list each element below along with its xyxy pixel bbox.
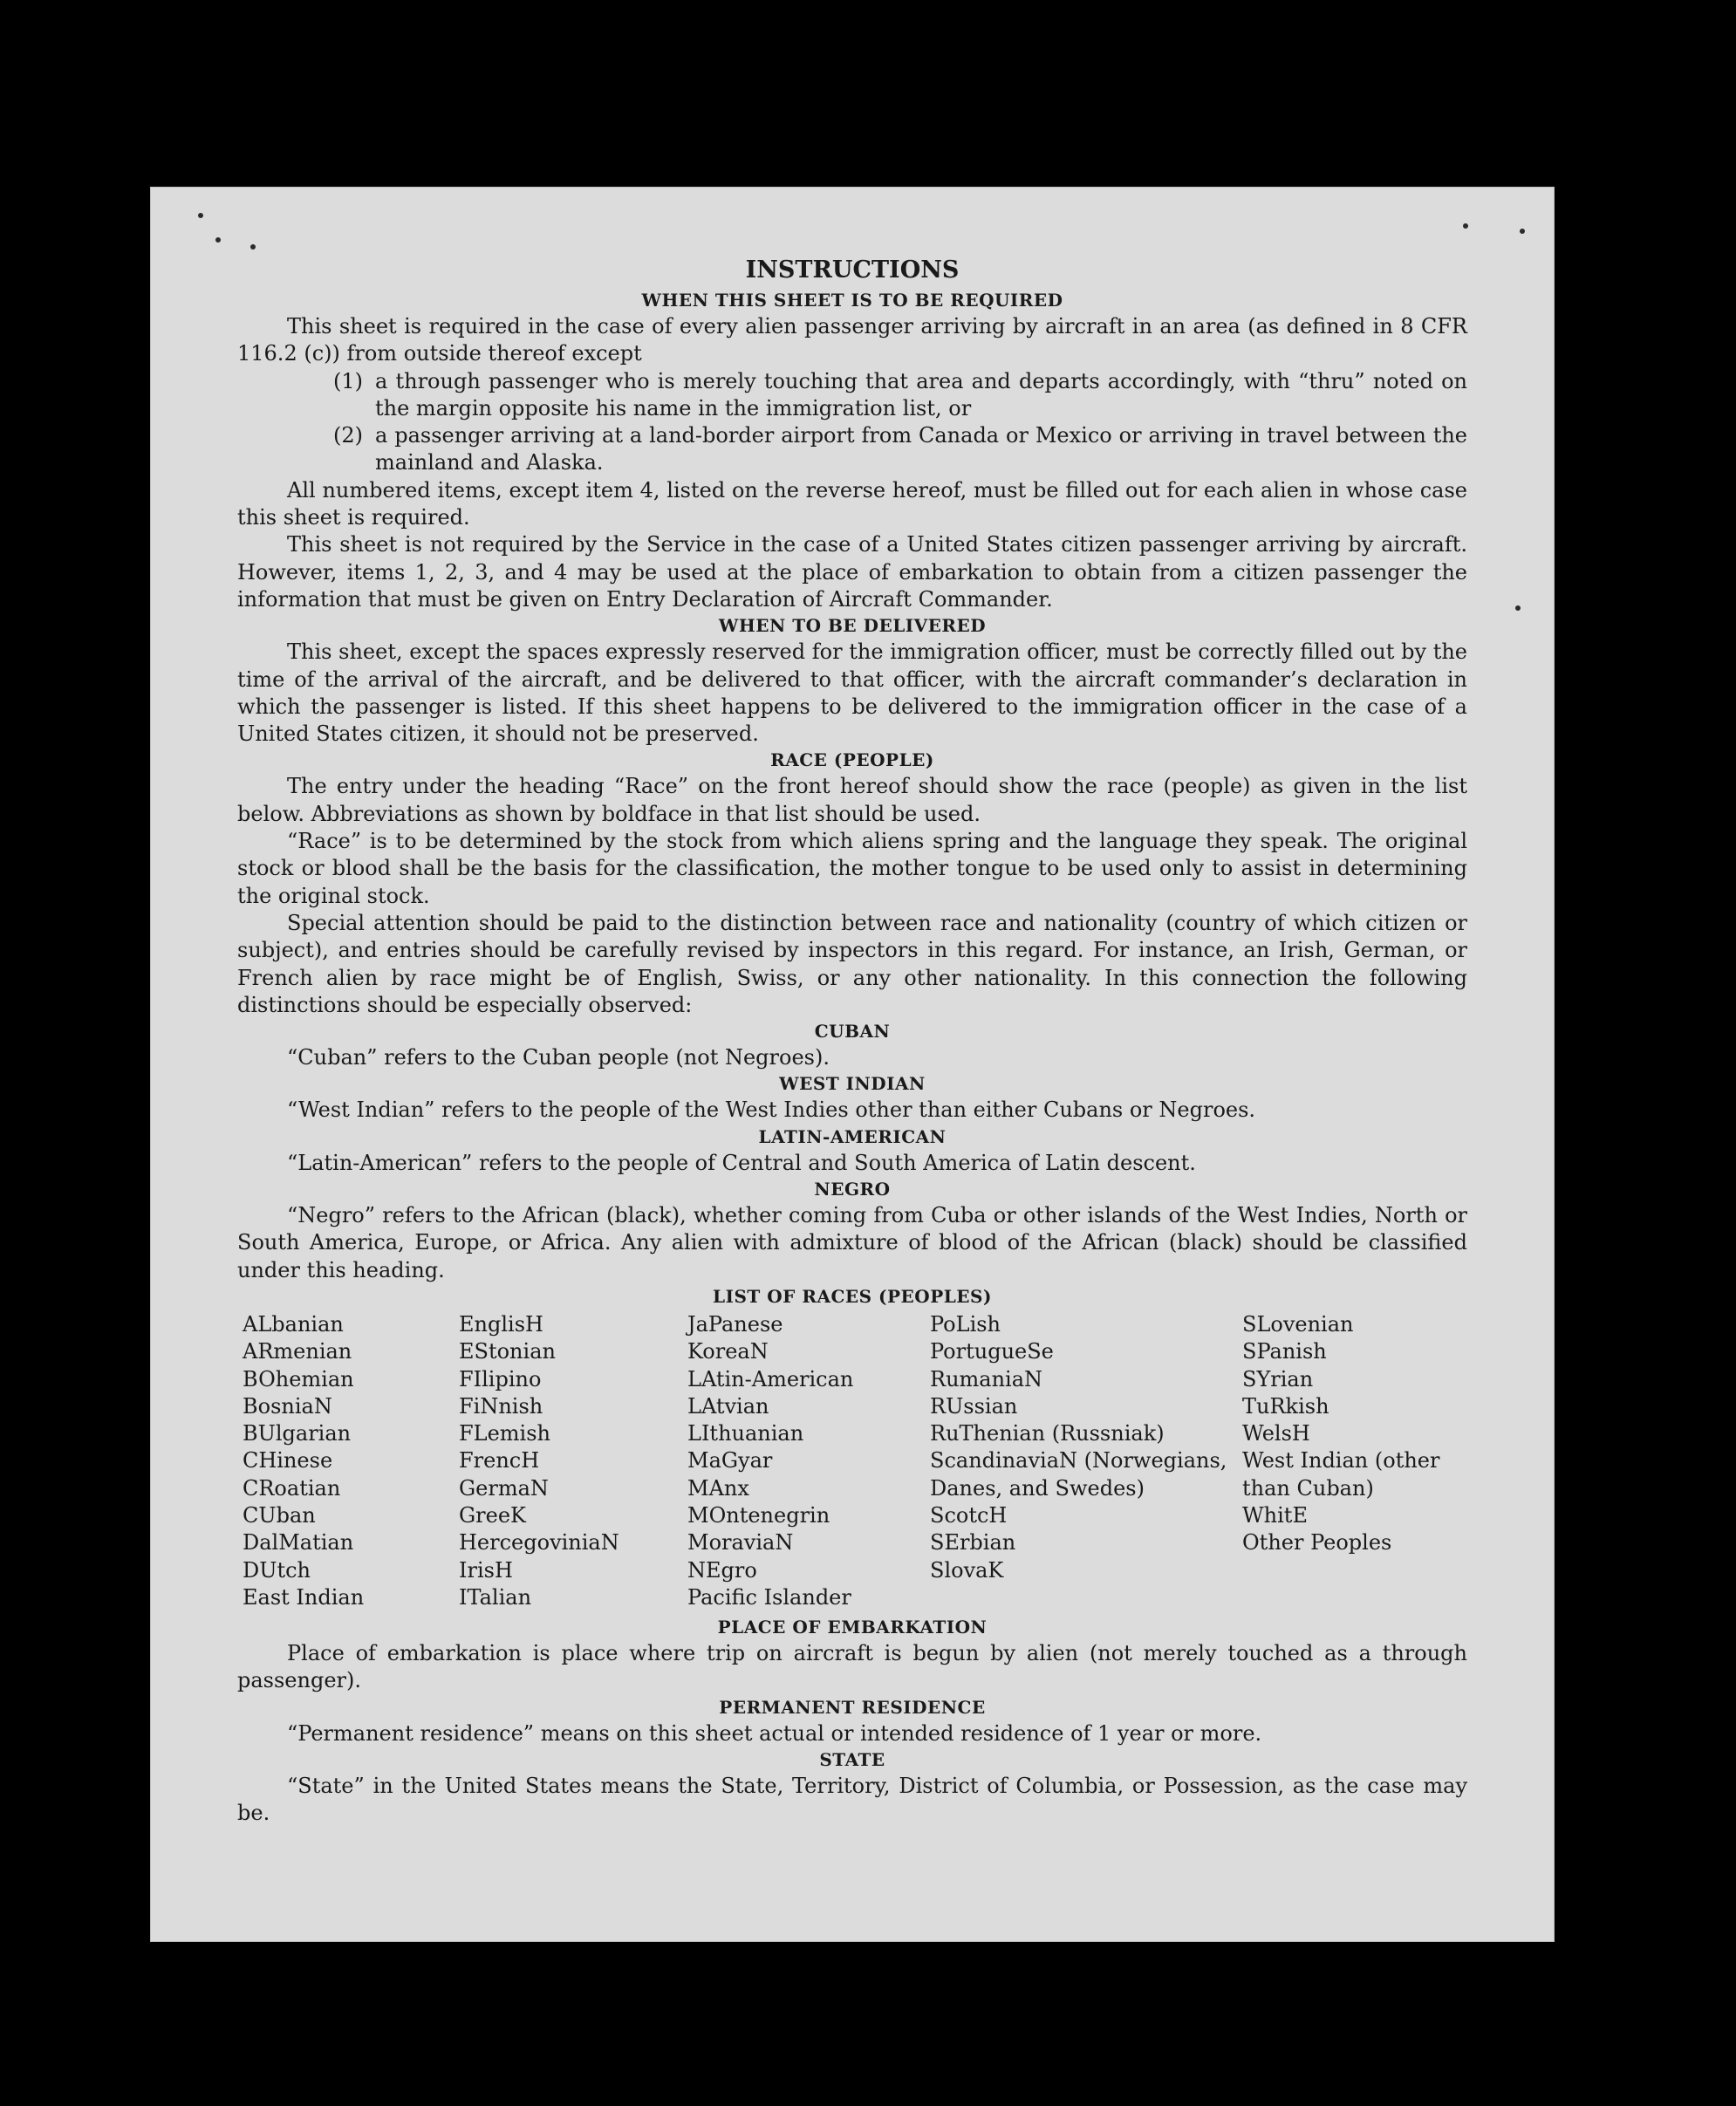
races-list — [243, 1311, 1467, 1611]
race-entry: Pacific Islander — [687, 1584, 851, 1610]
race-entry: MOntenegrin — [687, 1502, 830, 1528]
race-entry: SYrian — [1242, 1366, 1314, 1391]
ink-speck — [1520, 229, 1525, 234]
race-entry: MaGyar — [687, 1448, 773, 1474]
list-item — [237, 368, 1467, 423]
race-entry: LAtin-American — [687, 1366, 854, 1391]
races-column — [930, 1311, 1242, 1611]
section-heading-when-required: WHEN THIS SHEET IS TO BE REQUIRED — [641, 290, 1063, 311]
race-entry: RUssian — [930, 1393, 1018, 1419]
section-heading-negro: NEGRO — [814, 1179, 891, 1200]
race-entry: SlovaK — [930, 1557, 1004, 1583]
section-heading-race: RACE (PEOPLE) — [770, 749, 934, 771]
race-entry: PoLish — [930, 1311, 1001, 1337]
race-entry: TuRkish — [1242, 1393, 1329, 1419]
race-entry: RuThenian (Russniak) — [930, 1421, 1165, 1446]
race-entry: JaPanese — [687, 1311, 783, 1337]
definition-text: “Permanent residence” means on this sheet actual or intended residence of 1 year or more. — [287, 1720, 1262, 1746]
paragraph: All numbered items, except item 4, listed on the reverse hereof, must be filled out for each alien in whose case this sheet is required. — [237, 477, 1467, 530]
section-heading-embarkation: PLACE OF EMBARKATION — [717, 1617, 988, 1638]
section-heading-latin-american: LATIN-AMERICAN — [758, 1125, 947, 1147]
race-entry: ALbanian — [243, 1311, 344, 1337]
race-entry: EStonian — [459, 1339, 556, 1364]
section-heading-west-indian: WEST INDIAN — [779, 1073, 926, 1095]
section-heading-when-delivered: WHEN TO BE DELIVERED — [718, 615, 987, 637]
race-entry: GermaN — [459, 1475, 549, 1501]
definition-text: “Latin-American” refers to the people of Central and South America of Latin descent. — [287, 1150, 1196, 1175]
item-text: a passenger arriving at a land-border airport from Canada or Mexico or arriving in travel between the mainland and Alaska. — [375, 423, 1467, 475]
race-entry: LIthuanian — [687, 1421, 804, 1446]
paragraph: This sheet is not required by the Service in the case of a United States citizen passenger arriving by aircraft. However, items 1, 2, 3, and 4 may be used at the place of embarkation to obtain from a citizen passenger the information that must be given on Entry Declaration of Aircraft Commander. — [237, 532, 1467, 612]
item-number: (2) — [333, 423, 363, 448]
race-entry: CRoatian — [243, 1475, 341, 1501]
race-entry: IrisH — [459, 1557, 513, 1583]
race-entry: LAtvian — [687, 1393, 769, 1419]
definition-text: “Negro” refers to the African (black), whether coming from Cuba or other islands of the West Indies, North or South America, Europe, or Africa. Any alien with admixture of blood of the African (black) should be classified under this heading. — [237, 1203, 1467, 1282]
definition-text: Place of embarkation is place where trip on aircraft is begun by alien (not merely touched as a through passenger). — [237, 1641, 1467, 1693]
race-entry: ScandinaviaN (Norwegians, Danes, and Swedes) — [930, 1448, 1227, 1501]
race-entry: CHinese — [243, 1448, 333, 1474]
paragraph: The entry under the heading “Race” on the front hereof should show the race (people) as given in the list below. Abbreviations as shown by boldface in that list should be used. — [237, 774, 1467, 826]
race-entry: RumaniaN — [930, 1366, 1043, 1391]
races-column — [687, 1311, 930, 1611]
race-entry: West Indian (other than Cuban) — [1242, 1448, 1440, 1501]
ink-speck — [1515, 605, 1521, 611]
race-entry: BUlgarian — [243, 1421, 352, 1446]
race-entry: BosniaN — [243, 1393, 332, 1419]
ink-speck — [1463, 223, 1468, 229]
definition-text: “State” in the United States means the State, Territory, District of Columbia, or Possession, as the case may be. — [237, 1774, 1467, 1826]
race-entry: MoraviaN — [687, 1530, 794, 1556]
race-entry: Other Peoples — [1242, 1530, 1392, 1556]
race-entry: FIlipino — [459, 1366, 542, 1391]
race-entry: WelsH — [1242, 1421, 1310, 1446]
race-entry: WhitE — [1242, 1502, 1308, 1528]
races-column — [1242, 1311, 1467, 1611]
race-entry: DUtch — [243, 1557, 311, 1583]
race-entry: SLovenian — [1242, 1311, 1354, 1337]
race-entry: KoreaN — [687, 1339, 769, 1364]
race-entry: FiNnish — [459, 1393, 543, 1419]
race-entry: BOhemian — [243, 1366, 354, 1391]
paragraph: “Race” is to be determined by the stock from which aliens spring and the language they speak. The original stock or blood shall be the basis for the classification, the mother tongue to be used only to assist in determining the original stock. — [237, 829, 1467, 908]
definition-text: “West Indian” refers to the people of the West Indies other than either Cubans or Negroes. — [287, 1097, 1256, 1123]
ink-speck — [215, 237, 221, 243]
race-entry: ScotcH — [930, 1502, 1008, 1528]
race-entry: ARmenian — [243, 1339, 352, 1364]
item-text: a through passenger who is merely touching that area and departs accordingly, with “thru” noted on the margin opposite his name in the immigration list, or — [375, 368, 1467, 421]
paragraph: This sheet, except the spaces expressly reserved for the immigration officer, must be correctly filled out by the time of the arrival of the aircraft, and be delivered to that officer, with the aircraft commander’s declaration in which the passenger is listed. If this sheet happens to be delivered to the immigration officer in the case of a United States citizen, it should not be preserved. — [237, 639, 1467, 747]
ink-speck — [198, 213, 203, 218]
race-entry: SPanish — [1242, 1339, 1327, 1364]
definition-text: “Cuban” refers to the Cuban people (not Negroes). — [287, 1045, 830, 1070]
paragraph: This sheet is required in the case of every alien passenger arriving by aircraft in an area (as defined in 8 CFR 116.2 (c)) from outside thereof except — [237, 314, 1467, 366]
section-heading-races-list: LIST OF RACES (PEOPLES) — [713, 1285, 992, 1307]
race-entry: MAnx — [687, 1475, 749, 1501]
page-title: INSTRUCTIONS — [745, 256, 960, 284]
section-heading-state: STATE — [819, 1749, 885, 1771]
paragraph: Special attention should be paid to the distinction between race and nationality (country of which citizen or subject), and entries should be carefully revised by inspectors in this regard. For instance, an Irish, German, or French alien by race might be of English, Swiss, or any other nationality. In this connection the following distinctions should be especially observed: — [237, 910, 1467, 1017]
race-entry: CUban — [243, 1502, 316, 1528]
section-heading-residence: PERMANENT RESIDENCE — [719, 1696, 986, 1718]
instructions-content — [237, 256, 1467, 1828]
races-column — [243, 1311, 459, 1611]
race-entry: GreeK — [459, 1502, 526, 1528]
ink-speck — [250, 244, 256, 250]
document-sheet — [150, 187, 1555, 1942]
race-entry: HercegoviniaN — [459, 1530, 619, 1556]
race-entry: SErbian — [930, 1530, 1016, 1556]
race-entry: PortugueSe — [930, 1339, 1054, 1364]
race-entry: FrencH — [459, 1448, 540, 1474]
race-entry: DalMatian — [243, 1530, 354, 1556]
race-entry: EnglisH — [459, 1311, 543, 1337]
race-entry: FLemish — [459, 1421, 550, 1446]
race-entry: ITalian — [459, 1584, 532, 1610]
races-column — [459, 1311, 687, 1611]
race-entry: NEgro — [687, 1557, 757, 1583]
section-heading-cuban: CUBAN — [814, 1021, 891, 1043]
item-number: (1) — [333, 368, 363, 393]
list-item — [237, 422, 1467, 477]
race-entry: East Indian — [243, 1584, 365, 1610]
